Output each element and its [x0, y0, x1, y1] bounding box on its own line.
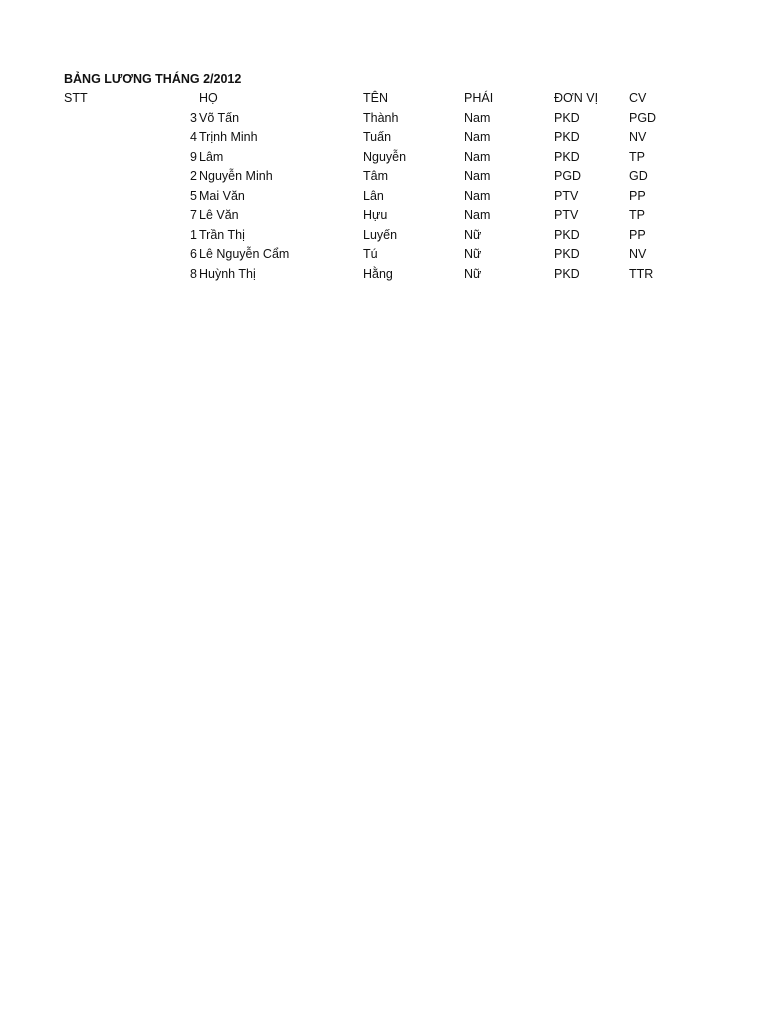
cell-ten: Hựu [363, 208, 388, 222]
cell-phai: Nữ [464, 266, 482, 281]
salary-table [0, 89, 768, 284]
table-row [0, 109, 768, 129]
cell-ho: Mai Văn [199, 188, 245, 203]
cell-don-vi: PKD [554, 247, 580, 261]
header-stt: STT [64, 91, 88, 105]
table-row [0, 206, 768, 226]
cell-don-vi: PTV [554, 188, 579, 203]
cell-cv: GD [629, 169, 648, 183]
cell-ho: Huỳnh Thị [199, 266, 256, 281]
cell-phai: Nữ [464, 247, 482, 261]
header-row [0, 89, 768, 109]
cell-cv: TTR [629, 266, 654, 281]
cell-ten: Thành [363, 110, 399, 125]
cell-ho: Nguyễn Minh [199, 169, 273, 183]
cell-cv: PGD [629, 110, 657, 125]
cell-cv: NV [629, 247, 647, 261]
cell-ho: Lê Nguyễn Cẩm [199, 247, 290, 261]
header-ho: HỌ [199, 91, 218, 105]
cell-don-vi: PKD [554, 266, 580, 281]
header-phai: PHÁI [464, 91, 494, 105]
cell-stt: 7 [190, 208, 197, 222]
cell-ten: Hằng [363, 266, 393, 281]
cell-cv: NV [629, 130, 647, 144]
cell-phai: Nữ [464, 227, 482, 242]
cell-ho: Lâm [199, 149, 224, 164]
cell-ho: Trịnh Minh [199, 130, 258, 144]
cell-cv: PP [629, 227, 646, 242]
table-row [0, 187, 768, 207]
cell-stt: 3 [190, 110, 197, 125]
cell-phai: Nam [464, 188, 491, 203]
cell-ten: Tú [363, 247, 378, 261]
cell-don-vi: PKD [554, 149, 580, 164]
table-row [0, 245, 768, 265]
cell-stt: 4 [190, 130, 197, 144]
cell-cv: TP [629, 149, 645, 164]
cell-phai: Nam [464, 110, 491, 125]
cell-ho: Trần Thị [199, 227, 245, 242]
cell-don-vi: PTV [554, 208, 579, 222]
cell-stt: 1 [190, 227, 197, 242]
cell-don-vi: PGD [554, 169, 582, 183]
cell-ten: Tuấn [363, 130, 392, 144]
cell-phai: Nam [464, 130, 491, 144]
cell-ten: Lân [363, 188, 384, 203]
header-cv: CV [629, 91, 647, 105]
cell-ho: Lê Văn [199, 208, 239, 222]
cell-stt: 6 [190, 247, 197, 261]
cell-stt: 8 [190, 266, 197, 281]
cell-stt: 9 [190, 149, 197, 164]
table-row [0, 167, 768, 187]
cell-phai: Nam [464, 208, 491, 222]
cell-stt: 2 [190, 169, 197, 183]
cell-ten: Nguyễn [363, 149, 407, 164]
cell-ho: Võ Tấn [199, 110, 240, 125]
cell-cv: PP [629, 188, 646, 203]
header-don-vi: ĐƠN VỊ [554, 91, 599, 105]
sheet-title: BẢNG LƯƠNG THÁNG 2/2012 [64, 72, 242, 86]
table-row [0, 148, 768, 168]
cell-phai: Nam [464, 149, 491, 164]
cell-cv: TP [629, 208, 645, 222]
cell-don-vi: PKD [554, 110, 580, 125]
cell-phai: Nam [464, 169, 491, 183]
header-ten: TÊN [363, 91, 388, 105]
cell-ten: Luyến [363, 227, 398, 242]
table-row [0, 128, 768, 148]
cell-ten: Tâm [363, 169, 388, 183]
cell-stt: 5 [190, 188, 197, 203]
table-row [0, 265, 768, 285]
table-row [0, 226, 768, 246]
cell-don-vi: PKD [554, 227, 580, 242]
cell-don-vi: PKD [554, 130, 580, 144]
